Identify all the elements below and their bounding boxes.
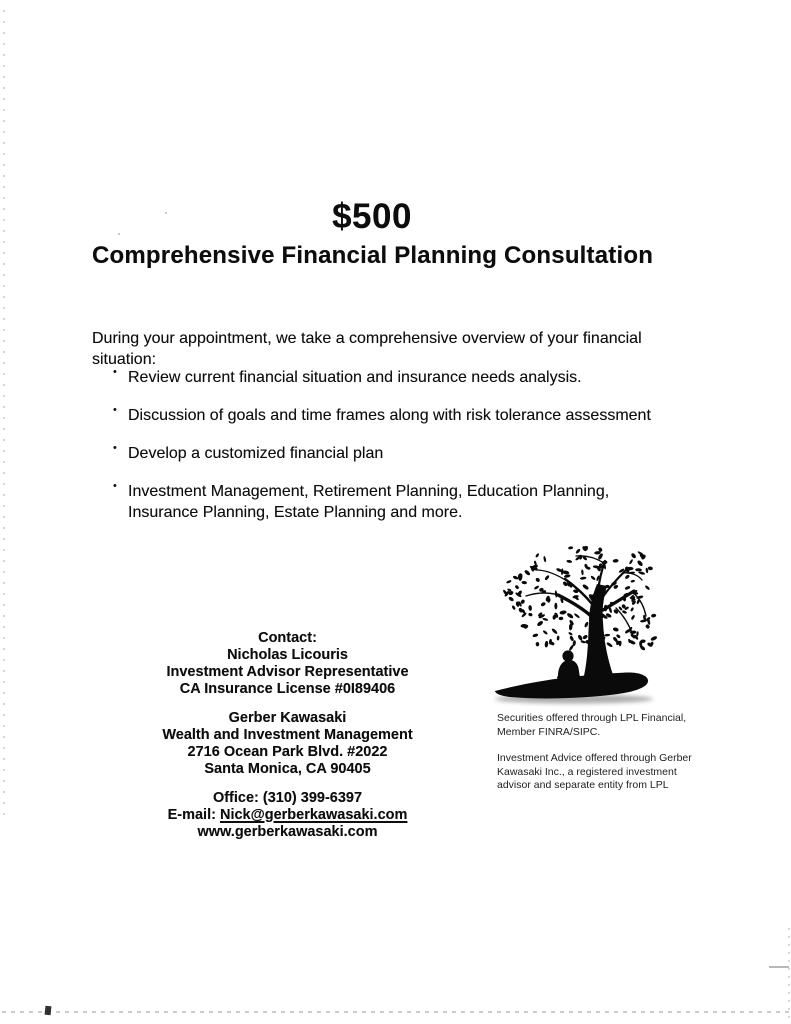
disclosure-block (497, 712, 709, 806)
person-sitting-under-tree-silhouette (492, 546, 657, 710)
company-name: Gerber Kawasaki (228, 710, 347, 726)
list-item (112, 405, 652, 426)
person-head (562, 650, 573, 661)
email-line (130, 807, 445, 824)
list-item-text: Investment Management, Retirement Planning, Education Planning, Insurance Planning, Estate Planning and more. (128, 483, 610, 521)
page-title: Comprehensive Financial Planning Consultation (92, 242, 654, 269)
list-item-text: Review current financial situation and insurance needs analysis. (128, 369, 582, 386)
address-line: 2716 Ocean Park Blvd. #2022 (187, 744, 388, 760)
scan-artifact-left-edge (3, 10, 5, 820)
office-phone: Office: (310) 399-6397 (212, 790, 363, 806)
scan-artifact-mark (45, 1006, 52, 1016)
benefits-list (112, 367, 652, 540)
bullet-dot-icon: • (113, 366, 117, 378)
email-label: E-mail: (167, 807, 216, 823)
intro-paragraph: During your appointment, we take a comprehensive overview of your financial situation: (92, 330, 642, 368)
advisor-role: Investment Advisor Representative (166, 664, 409, 680)
reach-group (130, 790, 445, 841)
list-item (112, 367, 652, 388)
contact-person-group (130, 630, 445, 698)
address-line: Santa Monica, CA 90405 (204, 761, 371, 777)
person-base (557, 674, 581, 681)
list-item-text: Discussion of goals and time frames along with risk tolerance assessment (128, 407, 651, 424)
company-group (130, 710, 445, 778)
tree-branch (603, 591, 634, 610)
tree-illustration (492, 546, 657, 710)
list-item (112, 481, 652, 523)
list-item (112, 443, 652, 464)
bullet-dot-icon: • (113, 442, 117, 454)
company-descriptor: Wealth and Investment Management (162, 727, 413, 743)
advisor-name: Nicholas Licouris (227, 647, 348, 663)
price-headline: $500 (332, 197, 412, 236)
disclosure-paragraph: Investment Advice offered through Gerber Kawasaki Inc., a registered investment advisor and separate entity from LPL (497, 752, 692, 791)
bullet-dot-icon: • (113, 404, 117, 416)
insurance-license: CA Insurance License #0I89406 (179, 681, 396, 697)
list-item-text: Develop a customized financial plan (128, 445, 384, 462)
bullet-dot-icon: • (113, 480, 117, 492)
contact-heading: Contact: (258, 630, 317, 646)
scan-artifact-right-edge (788, 928, 790, 1024)
website-url: www.gerberkawasaki.com (197, 824, 378, 840)
scan-artifact-dash (769, 966, 789, 968)
email-link[interactable]: Nick@gerberkawasaki.com (219, 807, 408, 823)
disclosure-paragraph: Securities offered through LPL Financial, Member FINRA/SIPC. (497, 712, 687, 738)
tree-canopy-leaves (502, 546, 657, 651)
scan-artifact-bottom-line (2, 1011, 789, 1013)
contact-block (130, 630, 445, 841)
